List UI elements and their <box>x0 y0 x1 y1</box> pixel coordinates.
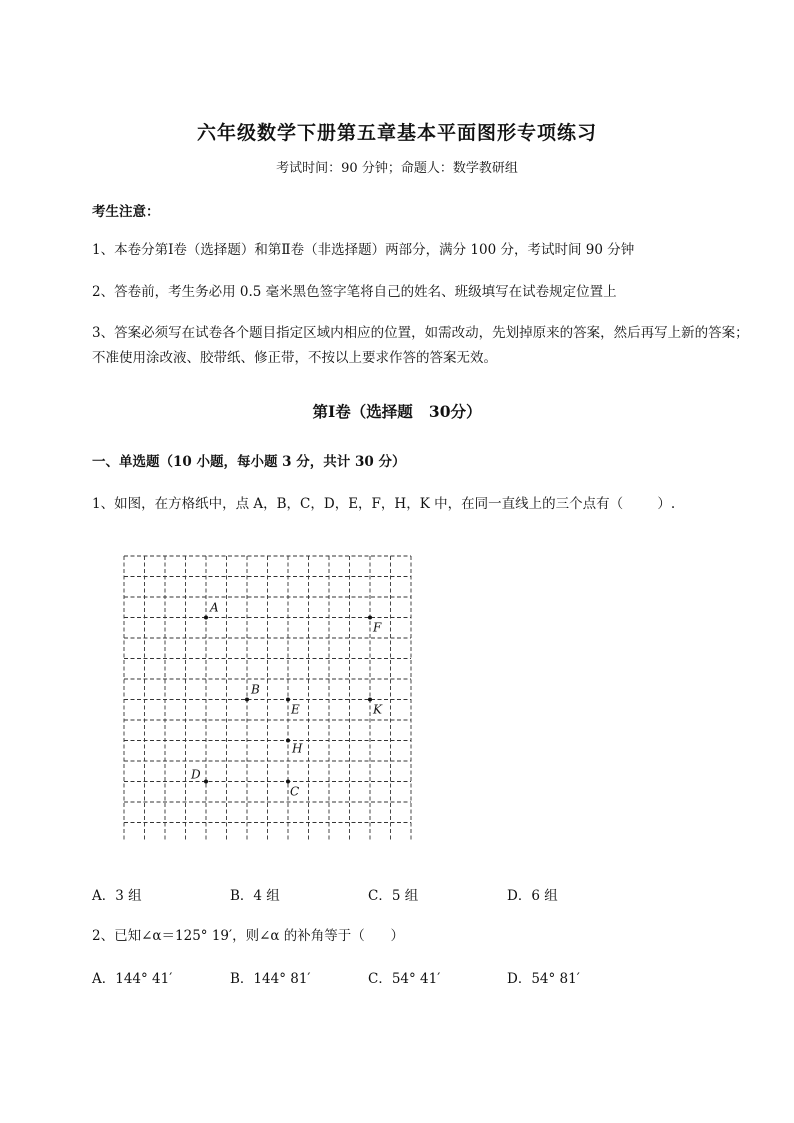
grid-figure <box>118 552 418 842</box>
part-title: 一、单选题（10 小题，每小题 3 分，共计 30 分） <box>92 454 406 470</box>
point-e <box>286 698 290 702</box>
question-2-option-d[interactable]: D．54° 81′ <box>507 971 580 987</box>
point-label-d: D <box>191 767 201 782</box>
exam-info: 考试时间：90 分钟；命题人：数学教研组 <box>276 161 518 176</box>
question-2-option-b[interactable]: B．144° 81′ <box>230 971 311 987</box>
point-label-f: F <box>373 620 382 635</box>
point-h <box>286 739 290 743</box>
section-title: 第Ⅰ卷（选择题 30分） <box>312 402 482 421</box>
page-title: 六年级数学下册第五章基本平面图形专项练习 <box>196 122 597 144</box>
question-1-option-a[interactable]: A．3 组 <box>92 888 142 904</box>
point-label-h: H <box>292 741 303 756</box>
point-label-b: B <box>251 682 260 697</box>
point-k <box>368 698 372 702</box>
question-1-option-d[interactable]: D．6 组 <box>507 888 558 904</box>
notice-heading: 考生注意： <box>92 204 160 220</box>
point-label-e: E <box>291 702 300 717</box>
notice-item-3: 3、答案必须写在试卷各个题目指定区域内相应的位置，如需改动，先划掉原来的答案，然后再写上新的答案；不准使用涂改液、胶带纸、修正带，不按以上要求作答的答案无效。 <box>92 325 749 366</box>
point-a <box>204 616 208 620</box>
point-label-a: A <box>210 600 219 615</box>
point-label-c: C <box>290 784 300 799</box>
question-1-option-b[interactable]: B．4 组 <box>230 888 280 904</box>
point-d <box>204 780 208 784</box>
point-f <box>368 616 372 620</box>
question-2-text: 2、已知∠α＝125° 19′，则∠α 的补角等于（ ） <box>92 928 405 944</box>
point-label-k: K <box>373 702 382 717</box>
notice-item-1: 1、本卷分第Ⅰ卷（选择题）和第Ⅱ卷（非选择题）两部分，满分 100 分，考试时间 90 分钟 <box>92 242 635 258</box>
notice-item-2: 2、答卷前，考生务必用 0.5 毫米黑色签字笔将自己的姓名、班级填写在试卷规定位置上 <box>92 284 617 300</box>
question-1-option-c[interactable]: C．5 组 <box>368 888 419 904</box>
point-b <box>245 698 249 702</box>
question-2-option-a[interactable]: A．144° 41′ <box>92 971 173 987</box>
question-2-option-c[interactable]: C．54° 41′ <box>368 971 441 987</box>
point-c <box>286 780 290 784</box>
question-1-text: 1、如图，在方格纸中，点 A，B，C，D，E，F，H，K 中，在同一直线上的三个点有（ ）. <box>92 496 676 512</box>
